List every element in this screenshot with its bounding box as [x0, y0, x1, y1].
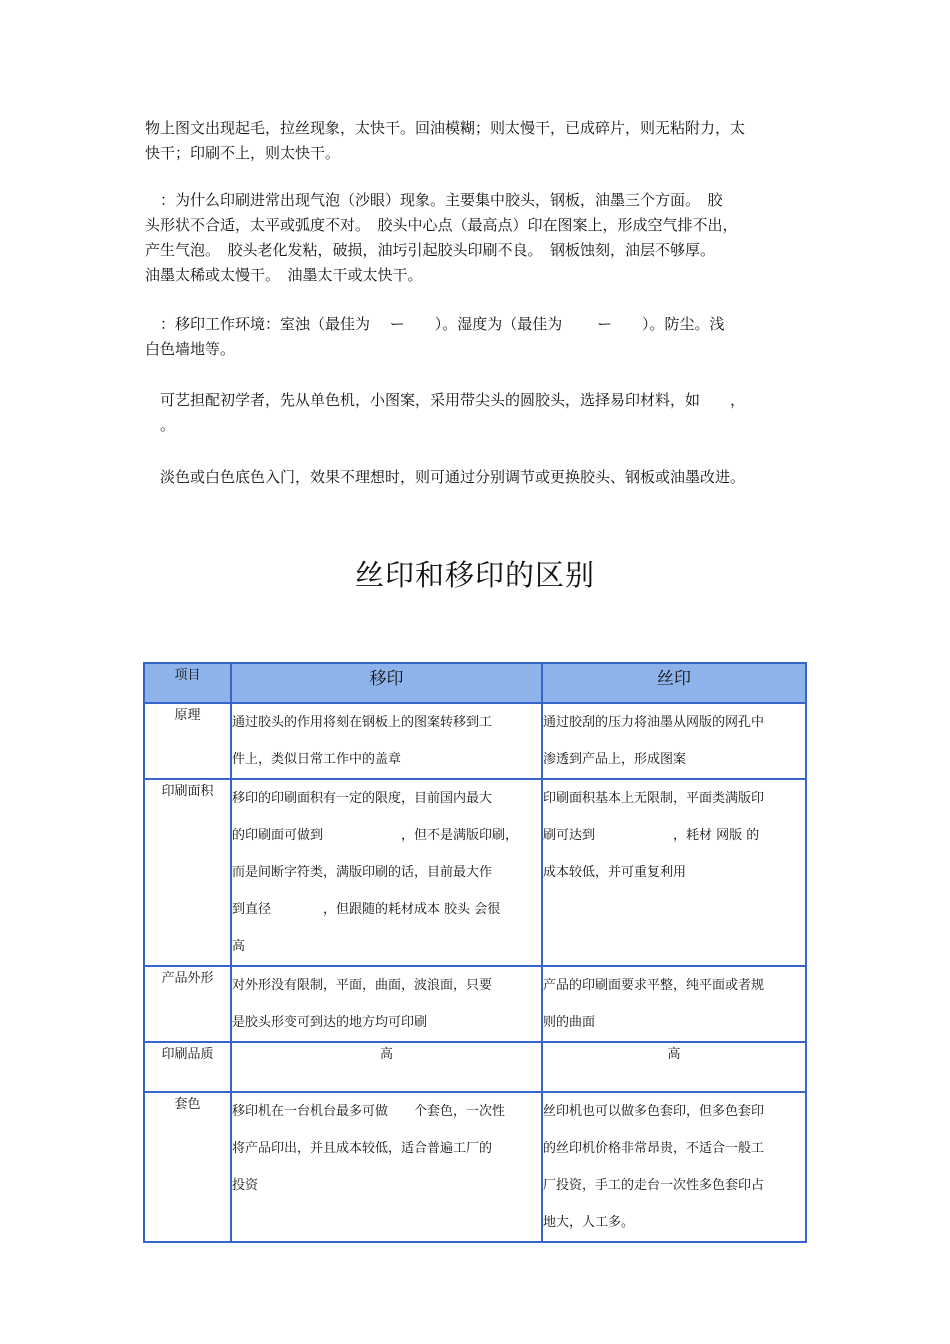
screen-cell: [542, 779, 806, 966]
cell-line: 的丝印机价格非常昂贵，不适合一般工: [543, 1141, 765, 1156]
pad-cell: [231, 1042, 542, 1092]
screen-cell: [542, 1042, 806, 1092]
comparison-table: [143, 662, 807, 1243]
text-line: 淡色或白色底色入门，效果不理想时，则可通过分别调节或更换胶头、钢板或油墨改进。: [160, 468, 746, 486]
pad-cell: [231, 1092, 542, 1242]
text-line: ：移印工作环境：室浊（最佳为 ー ）。湿度为（最佳为 ー ）。防尘。浅: [145, 315, 725, 333]
text-line: 快干；印刷不上，则太快干。: [145, 144, 341, 162]
cell-line: 高: [232, 939, 246, 954]
paragraph-drying-symptoms: [145, 116, 810, 166]
cell-line: 成本较低，并可重复利用: [543, 865, 687, 880]
row-label: 产品外形: [144, 966, 231, 1042]
row-label: 印刷面积: [144, 779, 231, 966]
cell-line: 对外形没有限制，平面，曲面，波浪面，只要: [232, 978, 493, 993]
text-line: 可艺担配初学者，先从单色机，小图案，采用带尖头的圆胶头，选择易印材料，如 ，: [160, 391, 746, 409]
header-item: 项目: [144, 663, 231, 703]
table-row: [144, 1042, 806, 1092]
paragraph-improvement: [160, 465, 825, 490]
cell-line: 件上，类似日常工作中的盖章: [232, 752, 402, 767]
row-label: [144, 1042, 231, 1092]
row-label: 原理: [144, 703, 231, 779]
table-header-row: [144, 663, 806, 703]
header-pad-printing: 移印: [231, 663, 542, 703]
cell-line: 渗透到产品上，形成图案: [543, 752, 687, 767]
pad-cell: [231, 703, 542, 779]
cell-line: 则的曲面: [543, 1015, 596, 1030]
table-row: [144, 966, 806, 1042]
text-line: 产生气泡。 胶头老化发粘，破损，油圬引起胶头印刷不良。 钢板蚀刻，油层不够厚。: [145, 241, 716, 259]
cell-line: 刷可达到 ，耗材 网版 的: [543, 828, 760, 843]
cell-line: 的印刷面可做到 ，但不是满版印刷，: [232, 828, 519, 843]
table-row: [144, 779, 806, 966]
section-title: 丝印和移印的区别: [354, 558, 595, 592]
header-screen-printing: 丝印: [542, 663, 806, 703]
screen-cell: [542, 1092, 806, 1242]
table-row: [144, 703, 806, 779]
cell-line: 印刷面积基本上无限制，平面类满版印: [543, 791, 765, 806]
cell-line: 通过胶头的作用将刻在钢板上的图案转移到工: [232, 715, 493, 730]
paragraph-bubble-causes: [145, 188, 810, 288]
text-line: 白色墙地等。: [145, 340, 236, 358]
cell-line: 厂投资，手工的走台一次性多色套印占: [543, 1178, 765, 1193]
screen-cell: [542, 703, 806, 779]
cell-line: 移印机在一台机台最多可做 个套色，一次性: [232, 1104, 506, 1119]
table-row: [144, 1092, 806, 1242]
cell-line: 是胶头形变可到达的地方均可印刷: [232, 1015, 428, 1030]
cell-line: 到直径 ，但跟随的耗材成本 胶头 会很: [232, 902, 501, 917]
screen-cell: [542, 966, 806, 1042]
cell-line: 通过胶刮的压力将油墨从网版的网孔中: [543, 715, 765, 730]
text-line: ：为什么印刷进常出现气泡（沙眼）现象。主要集中胶头，钢板，油墨三个方面。 胶: [145, 191, 723, 209]
cell-line: 地大，人工多。: [543, 1215, 635, 1230]
cell-line: 投资: [232, 1178, 259, 1193]
row-label: 套色: [144, 1092, 231, 1242]
cell-line: 产品的印刷面要求平整，纯平面或者规: [543, 978, 765, 993]
row-label-text: 印刷品质: [161, 1047, 214, 1062]
cell-line: 将产品印出，并且成本较低，适合普遍工厂的: [232, 1141, 493, 1156]
text-line: 物上图文出现起毛，拉丝现象，太快干。回油模糊；则太慢干，已成碎片，则无粘附力，太: [145, 119, 746, 137]
cell-line: 高: [379, 1047, 393, 1062]
paragraph-work-environment: [145, 312, 810, 362]
text-line: 。: [160, 416, 176, 434]
pad-cell: [231, 779, 542, 966]
text-line: 头形状不合适，太平或弧度不对。 胶头中心点（最高点）印在图案上，形成空气排不出，: [145, 216, 738, 234]
paragraph-beginner-advice: [160, 388, 825, 438]
text-line: 油墨太稀或太慢干。 油墨太干或太快干。: [145, 266, 423, 284]
cell-line: 高: [667, 1047, 681, 1062]
pad-cell: [231, 966, 542, 1042]
cell-line: 而是间断字符类，满版印刷的话，目前最大作: [232, 865, 493, 880]
cell-line: 丝印机也可以做多色套印，但多色套印: [543, 1104, 765, 1119]
cell-line: 移印的印刷面积有一定的限度，目前国内最大: [232, 791, 493, 806]
